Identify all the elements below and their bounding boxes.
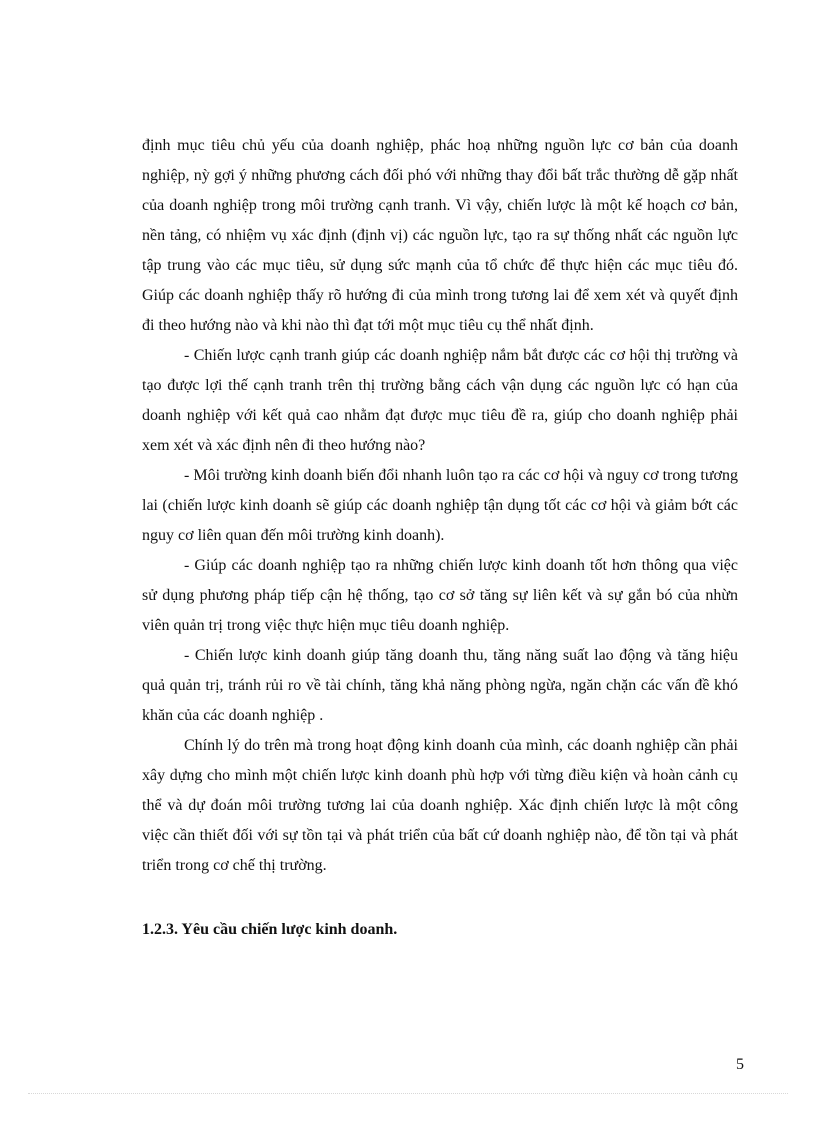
paragraph-systems-approach: - Giúp các doanh nghiệp tạo ra những chiến lược kinh doanh tốt hơn thông qua việc sử dụng phương pháp tiếp cận hệ thống, tạo cơ sở tăng sự liên kết và sự gắn bó của nhừn viên quản trị trong việc thực hiện mục tiêu doanh nghiệp. — [142, 557, 738, 634]
page-border-divider — [28, 1093, 788, 1094]
paragraph-business-environment: - Môi trường kinh doanh biến đổi nhanh luôn tạo ra các cơ hội và nguy cơ trong tương lai (chiến lược kinh doanh sẽ giúp các doanh nghiệp tận dụng tốt các cơ hội và giảm bớt các nguy cơ liên quan đến môi trường kinh doanh). — [142, 467, 738, 544]
paragraph-strategy-definition: định mục tiêu chủ yếu của doanh nghiệp, phác hoạ những nguồn lực cơ bản của doanh nghiệp, nỳ gợi ý những phương cách đối phó với những thay đổi bất trắc thường dễ gặp nhất của doanh nghiệp trong môi trường cạnh tranh. Vì vậy, chiến lược là một kế hoạch cơ bản, nền tảng, có nhiệm vụ xác định (định vị) các nguồn lực, tạo ra sự thống nhất các nguồn lực tập trung vào các mục tiêu, sử dụng sức mạnh của tổ chức để thực hiện các mục tiêu đó. Giúp các doanh nghiệp thấy rõ hướng đi của mình trong tương lai để xem xét và quyết định đi theo hướng nào và khi nào thì đạt tới một mục tiêu cụ thể nhất định. — [142, 137, 738, 334]
section-heading: 1.2.3. Yêu cầu chiến lược kinh doanh. — [142, 921, 398, 938]
paragraph-competitive-strategy: - Chiến lược cạnh tranh giúp các doanh nghiệp nắm bắt được các cơ hội thị trường và tạo được lợi thế cạnh tranh trên thị trường bằng cách vận dụng các nguồn lực có hạn của doanh nghiệp với kết quả cao nhằm đạt được mục tiêu đề ra, giúp cho doanh nghiệp phải xem xét và xác định nên đi theo hướng nào? — [142, 347, 738, 454]
page-number: 5 — [736, 1056, 744, 1073]
body-text — [142, 131, 738, 945]
paragraph-revenue-growth: - Chiến lược kinh doanh giúp tăng doanh thu, tăng năng suất lao động và tăng hiệu quả quản trị, tránh rủi ro về tài chính, tăng khả năng phòng ngừa, ngăn chặn các vấn đề khó khăn của các doanh nghiệp . — [142, 647, 738, 724]
paragraph-conclusion: Chính lý do trên mà trong hoạt động kinh doanh của mình, các doanh nghiệp cần phải xây dựng cho mình một chiến lược kinh doanh phù hợp với từng điều kiện và hoàn cảnh cụ thể và dự đoán môi trường tương lai của doanh nghiệp. Xác định chiến lược là một công việc cần thiết đối với sự tồn tại và phát triển của bất cứ doanh nghiệp nào, để tồn tại và phát triển trong cơ chế thị trường. — [142, 737, 738, 874]
